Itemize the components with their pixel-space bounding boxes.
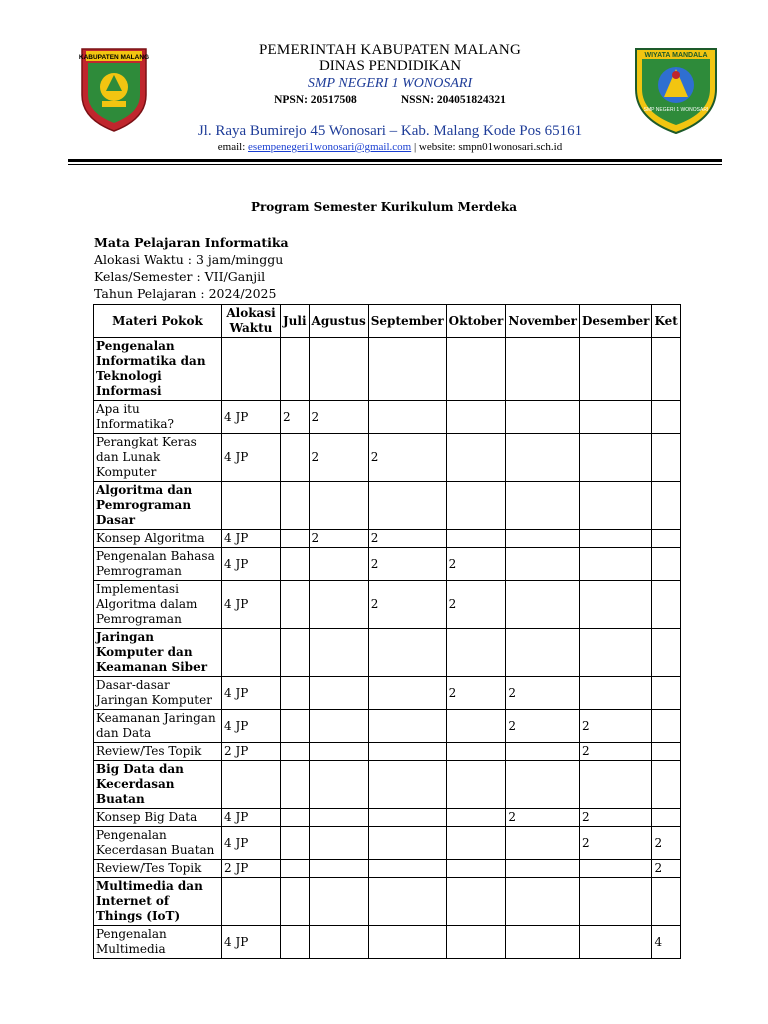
letterhead bbox=[150, 42, 630, 107]
table-cell bbox=[222, 878, 281, 926]
table-cell bbox=[368, 926, 446, 959]
table-cell bbox=[506, 338, 580, 401]
table-cell: 4 JP bbox=[222, 581, 281, 629]
table-cell bbox=[446, 482, 506, 530]
table-cell: 2 bbox=[579, 827, 651, 860]
table-cell: 2 JP bbox=[222, 860, 281, 878]
table-cell bbox=[309, 548, 368, 581]
table-cell bbox=[579, 530, 651, 548]
table-row bbox=[94, 743, 681, 761]
table-cell bbox=[281, 860, 310, 878]
table-cell: 4 JP bbox=[222, 809, 281, 827]
meta-time: Alokasi Waktu : 3 jam/minggu bbox=[94, 252, 284, 267]
table-cell bbox=[309, 677, 368, 710]
table-cell bbox=[652, 482, 680, 530]
table-cell: 4 JP bbox=[222, 926, 281, 959]
document-title: Program Semester Kurikulum Merdeka bbox=[250, 200, 518, 214]
table-cell bbox=[652, 401, 680, 434]
column-header: Oktober bbox=[446, 305, 506, 338]
nssn: NSSN: 204051824321 bbox=[400, 94, 506, 106]
section-row bbox=[94, 482, 681, 530]
table-cell: 2 bbox=[579, 743, 651, 761]
wiyata-mandala-logo bbox=[632, 45, 720, 135]
table-row bbox=[94, 710, 681, 743]
table-cell bbox=[222, 629, 281, 677]
table-cell bbox=[579, 434, 651, 482]
topic-cell: Review/Tes Topik bbox=[94, 860, 222, 878]
table-cell bbox=[309, 710, 368, 743]
table-cell bbox=[652, 761, 680, 809]
table-cell bbox=[506, 530, 580, 548]
table-cell bbox=[506, 401, 580, 434]
table-cell bbox=[446, 434, 506, 482]
meta-year: Tahun Pelajaran : 2024/2025 bbox=[94, 286, 277, 301]
table-row bbox=[94, 548, 681, 581]
column-header: Desember bbox=[579, 305, 651, 338]
table-cell: 2 bbox=[506, 809, 580, 827]
table-cell: 4 JP bbox=[222, 434, 281, 482]
table-cell bbox=[222, 338, 281, 401]
table-cell bbox=[506, 761, 580, 809]
section-title-cell: Jaringan Komputer dan Keamanan Siber bbox=[94, 629, 222, 677]
table-cell bbox=[309, 743, 368, 761]
table-cell bbox=[281, 581, 310, 629]
table-cell bbox=[506, 581, 580, 629]
column-header: Juli bbox=[281, 305, 310, 338]
table-cell bbox=[652, 878, 680, 926]
table-cell bbox=[368, 761, 446, 809]
section-row bbox=[94, 761, 681, 809]
table-cell bbox=[446, 629, 506, 677]
table-cell: 2 bbox=[368, 581, 446, 629]
table-cell bbox=[309, 878, 368, 926]
table-cell bbox=[506, 926, 580, 959]
table-cell bbox=[652, 548, 680, 581]
logo-right-text: WIYATA MANDALA bbox=[644, 52, 708, 59]
table-cell bbox=[579, 926, 651, 959]
table-cell bbox=[368, 401, 446, 434]
table-cell: 4 JP bbox=[222, 827, 281, 860]
table-cell: 4 JP bbox=[222, 530, 281, 548]
table-cell: 2 bbox=[446, 548, 506, 581]
table-row bbox=[94, 581, 681, 629]
table-cell bbox=[446, 878, 506, 926]
email-label: email: bbox=[217, 141, 246, 153]
topic-cell: Pengenalan Bahasa Pemrograman bbox=[94, 548, 222, 581]
table-cell bbox=[446, 530, 506, 548]
table-cell bbox=[368, 827, 446, 860]
document-meta bbox=[94, 234, 289, 302]
table-cell bbox=[309, 860, 368, 878]
school-address: Jl. Raya Bumirejo 45 Wonosari – Kab. Malang Kode Pos 65161 bbox=[197, 123, 583, 139]
column-header: September bbox=[368, 305, 446, 338]
table-cell bbox=[652, 677, 680, 710]
topic-cell: Dasar-dasar Jaringan Komputer bbox=[94, 677, 222, 710]
table-cell bbox=[652, 629, 680, 677]
table-cell: 2 bbox=[368, 548, 446, 581]
topic-cell: Keamanan Jaringan dan Data bbox=[94, 710, 222, 743]
table-cell bbox=[281, 743, 310, 761]
table-cell bbox=[309, 338, 368, 401]
table-cell bbox=[222, 482, 281, 530]
topic-cell: Pengenalan Kecerdasan Buatan bbox=[94, 827, 222, 860]
table-cell bbox=[506, 434, 580, 482]
table-cell bbox=[368, 629, 446, 677]
table-cell bbox=[281, 827, 310, 860]
section-row bbox=[94, 878, 681, 926]
table-cell bbox=[281, 338, 310, 401]
header-rule-thin bbox=[68, 164, 722, 165]
table-cell bbox=[506, 548, 580, 581]
table-row bbox=[94, 809, 681, 827]
table-cell bbox=[579, 581, 651, 629]
website: | website: smpn01wonosari.sch.id bbox=[413, 141, 563, 153]
table-cell bbox=[368, 878, 446, 926]
table-cell bbox=[652, 530, 680, 548]
header-rule-thick bbox=[68, 159, 722, 162]
table-cell bbox=[579, 629, 651, 677]
column-header: Agustus bbox=[309, 305, 368, 338]
table-cell: 2 bbox=[579, 710, 651, 743]
table-cell bbox=[579, 338, 651, 401]
table-cell: 2 JP bbox=[222, 743, 281, 761]
table-row bbox=[94, 677, 681, 710]
table-cell bbox=[368, 482, 446, 530]
section-title-cell: Algoritma dan Pemrograman Dasar bbox=[94, 482, 222, 530]
table-header-row bbox=[94, 305, 681, 338]
table-cell bbox=[506, 860, 580, 878]
table-cell bbox=[309, 482, 368, 530]
column-header: Alokasi Waktu bbox=[222, 305, 281, 338]
table-cell bbox=[281, 926, 310, 959]
table-row bbox=[94, 860, 681, 878]
table-cell bbox=[446, 338, 506, 401]
npsn: NPSN: 20517508 bbox=[274, 94, 357, 106]
topic-cell: Pengenalan Multimedia bbox=[94, 926, 222, 959]
table-cell: 2 bbox=[652, 827, 680, 860]
table-cell bbox=[652, 581, 680, 629]
table-cell: 2 bbox=[309, 530, 368, 548]
table-cell: 4 JP bbox=[222, 548, 281, 581]
table-cell: 2 bbox=[281, 401, 310, 434]
table-row bbox=[94, 530, 681, 548]
topic-cell: Apa itu Informatika? bbox=[94, 401, 222, 434]
section-title-cell: Multimedia dan Internet of Things (IoT) bbox=[94, 878, 222, 926]
table-cell bbox=[579, 677, 651, 710]
table-cell bbox=[579, 761, 651, 809]
section-title-cell: Big Data dan Kecerdasan Buatan bbox=[94, 761, 222, 809]
table-cell bbox=[446, 860, 506, 878]
table-row bbox=[94, 926, 681, 959]
table-cell bbox=[281, 878, 310, 926]
department-name: DINAS PENDIDIKAN bbox=[318, 58, 462, 74]
column-header: Materi Pokok bbox=[94, 305, 222, 338]
table-cell: 4 JP bbox=[222, 401, 281, 434]
table-cell bbox=[446, 401, 506, 434]
table-cell bbox=[446, 743, 506, 761]
table-cell: 2 bbox=[506, 710, 580, 743]
section-row bbox=[94, 338, 681, 401]
table-cell bbox=[652, 809, 680, 827]
table-cell: 2 bbox=[368, 530, 446, 548]
section-title-cell: Pengenalan Informatika dan Teknologi Informasi bbox=[94, 338, 222, 401]
table-cell bbox=[309, 926, 368, 959]
table-cell bbox=[281, 761, 310, 809]
meta-class: Kelas/Semester : VII/Ganjil bbox=[94, 269, 266, 284]
table-cell: 2 bbox=[579, 809, 651, 827]
table-cell bbox=[446, 761, 506, 809]
table-cell bbox=[368, 809, 446, 827]
table-cell bbox=[446, 926, 506, 959]
table-cell bbox=[368, 710, 446, 743]
section-row bbox=[94, 629, 681, 677]
table-row bbox=[94, 401, 681, 434]
school-name: SMP NEGERI 1 WONOSARI bbox=[307, 76, 473, 91]
table-cell bbox=[281, 482, 310, 530]
table-cell bbox=[579, 878, 651, 926]
semester-program-table bbox=[93, 304, 681, 959]
table-cell bbox=[368, 860, 446, 878]
table-cell bbox=[652, 338, 680, 401]
topic-cell: Perangkat Keras dan Lunak Komputer bbox=[94, 434, 222, 482]
table-row bbox=[94, 827, 681, 860]
table-cell bbox=[579, 548, 651, 581]
school-ids bbox=[150, 93, 630, 107]
table-cell bbox=[579, 860, 651, 878]
table-cell bbox=[309, 809, 368, 827]
table-cell: 2 bbox=[446, 581, 506, 629]
table-cell bbox=[309, 629, 368, 677]
table-cell bbox=[281, 710, 310, 743]
table-cell bbox=[506, 482, 580, 530]
table-cell bbox=[281, 809, 310, 827]
table-body bbox=[94, 338, 681, 959]
table-cell bbox=[309, 827, 368, 860]
table-cell bbox=[281, 629, 310, 677]
logo-left-text: KABUPATEN MALANG bbox=[78, 54, 150, 61]
table-cell bbox=[222, 761, 281, 809]
table-cell bbox=[506, 878, 580, 926]
table-cell bbox=[506, 827, 580, 860]
table-cell bbox=[446, 710, 506, 743]
table-cell bbox=[368, 338, 446, 401]
topic-cell: Konsep Big Data bbox=[94, 809, 222, 827]
table-cell: 2 bbox=[309, 434, 368, 482]
table-cell: 2 bbox=[506, 677, 580, 710]
table-cell bbox=[446, 827, 506, 860]
government-name: PEMERINTAH KABUPATEN MALANG bbox=[259, 42, 521, 58]
table-cell: 2 bbox=[368, 434, 446, 482]
table-cell bbox=[281, 677, 310, 710]
table-cell bbox=[652, 434, 680, 482]
table-cell bbox=[652, 743, 680, 761]
table-cell: 4 JP bbox=[222, 710, 281, 743]
table-cell: 2 bbox=[652, 860, 680, 878]
table-cell: 2 bbox=[446, 677, 506, 710]
table-row bbox=[94, 434, 681, 482]
table-cell bbox=[652, 710, 680, 743]
table-cell bbox=[368, 743, 446, 761]
table-cell bbox=[579, 401, 651, 434]
table-cell bbox=[446, 809, 506, 827]
table-cell bbox=[506, 629, 580, 677]
column-header: Ket bbox=[652, 305, 680, 338]
table-cell bbox=[579, 482, 651, 530]
meta-subject: Mata Pelajaran Informatika bbox=[94, 235, 289, 250]
topic-cell: Konsep Algoritma bbox=[94, 530, 222, 548]
table-cell: 4 bbox=[652, 926, 680, 959]
table-cell bbox=[309, 581, 368, 629]
email-link[interactable]: esempenegeri1wonosari@gmail.com bbox=[248, 141, 412, 153]
table-cell bbox=[368, 677, 446, 710]
topic-cell: Review/Tes Topik bbox=[94, 743, 222, 761]
table-cell bbox=[281, 548, 310, 581]
table-cell: 2 bbox=[309, 401, 368, 434]
topic-cell: Implementasi Algoritma dalam Pemrograman bbox=[94, 581, 222, 629]
logo-right-subtext: SMP NEGERI 1 WONOSARI bbox=[643, 107, 709, 113]
table-cell bbox=[506, 743, 580, 761]
contact-line bbox=[150, 141, 630, 153]
table-cell bbox=[281, 530, 310, 548]
table-cell bbox=[309, 761, 368, 809]
kabupaten-malang-logo bbox=[78, 45, 150, 133]
table-cell bbox=[281, 434, 310, 482]
column-header: November bbox=[506, 305, 580, 338]
table-cell: 4 JP bbox=[222, 677, 281, 710]
